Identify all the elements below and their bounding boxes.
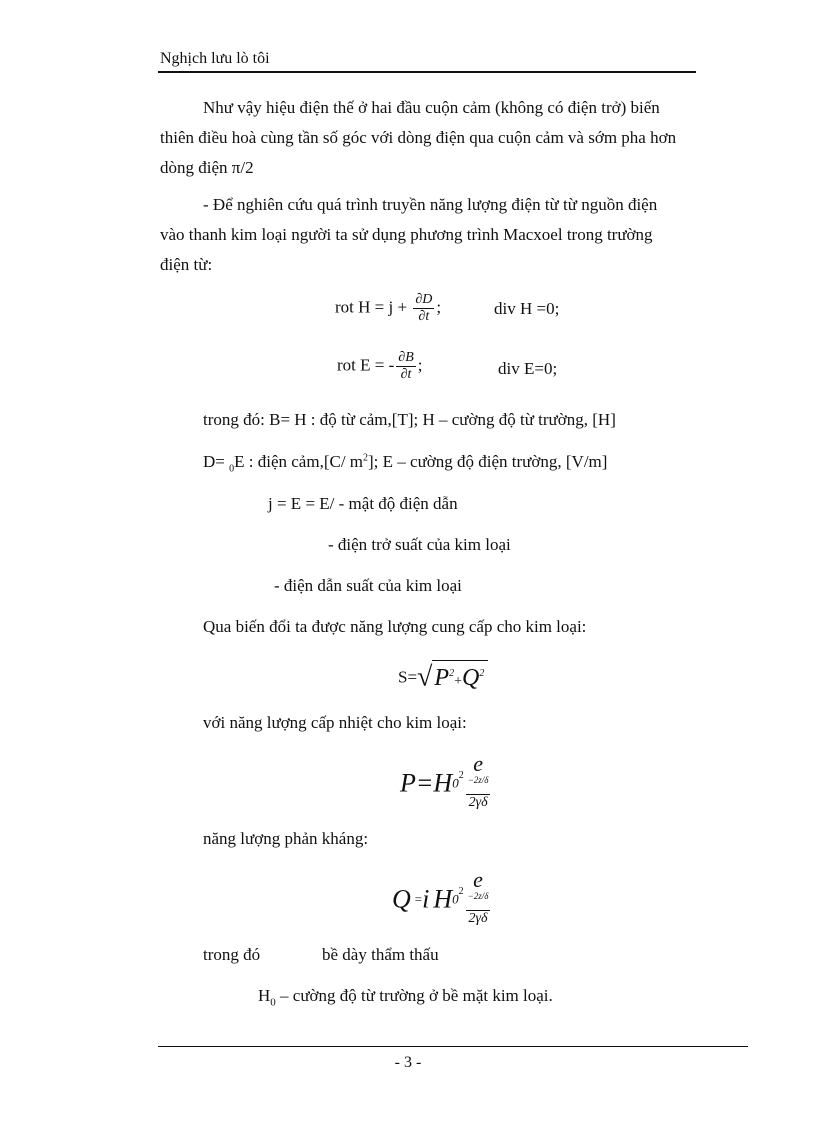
eq1-fraction (413, 292, 434, 325)
q-left: Q (392, 884, 411, 914)
def-d-c: ]; E – cường độ điện trường, [V/m] (368, 452, 608, 471)
definition-d (203, 452, 607, 474)
definition-j: j = E = E/ - mật độ điện dẫn (268, 494, 458, 513)
maxwell-eq-rot-h (335, 292, 441, 325)
reactive-text: năng lượng phản kháng: (203, 829, 369, 848)
p-formula (400, 751, 492, 811)
footer-rule (158, 1046, 748, 1047)
q-fraction (466, 867, 491, 927)
eq1-left: rot H = j + (335, 297, 408, 317)
page-number: - 3 - (394, 1054, 422, 1071)
def-d-sup: 2 (363, 452, 369, 464)
p-fraction (466, 751, 491, 811)
paragraph2-line1: - Để nghiên cứu quá trình truyền năng lượng điện từ từ nguồn điện (203, 195, 658, 214)
sqrt-content: $P^2+Q^2$ (432, 660, 488, 695)
p-sub0: 0 (452, 775, 459, 791)
transform-text: Qua biến đổi ta được năng lượng cung cấp cho kim loại: (203, 617, 587, 636)
q-numerator: e $^{-2z/\delta}$ (466, 872, 491, 911)
definition-b: trong đó: B= H : độ từ cảm,[T]; H – cường độ từ trường, [H] (203, 410, 616, 429)
q-formula (392, 867, 492, 927)
paragraph2-line3: điện từ: (160, 255, 213, 274)
eq2-denominator: ∂t (400, 367, 412, 382)
def-d-a: D= (203, 452, 230, 471)
def-d-b: E : điện cảm,[C/ m (234, 452, 364, 471)
maxwell-eq-div-h: div H =0; (494, 299, 560, 318)
q-i: i (422, 884, 430, 914)
p-numerator: e $^{-2z/\delta}$ (466, 756, 491, 795)
p-denominator: 2γδ (468, 794, 488, 810)
h0-definition: $H_0$ – cường độ từ trường ở bề mặt kim loại. (258, 986, 553, 1009)
eq2-numerator: ∂B (398, 350, 414, 365)
eq1-end: ; (436, 297, 442, 317)
eq1-denominator: ∂t (418, 309, 430, 324)
p-left: P=H (400, 768, 453, 798)
paragraph2-line2: vào thanh kim loại người ta sử dụng phương trình Macxoel trong trường (160, 225, 653, 244)
definition-resistivity: - điện trở suất của kim loại (328, 535, 511, 554)
eq2-end: ; (417, 355, 423, 375)
def-d-sub: 0 (229, 463, 235, 475)
definition-conductivity: - điện dẫn suất của kim loại (274, 576, 462, 595)
s-formula (398, 660, 488, 695)
q-sq: 2 (458, 885, 464, 897)
q-h: H (433, 884, 453, 914)
eq2-fraction (396, 350, 415, 383)
running-header: Nghịch lưu lò tôi (160, 50, 270, 67)
q-eq: = (414, 891, 423, 907)
maxwell-eq-rot-e (337, 350, 423, 383)
q-denominator: 2γδ (468, 910, 488, 926)
p-sq: 2 (458, 769, 464, 781)
eq1-numerator: ∂D (415, 292, 433, 307)
maxwell-eq-div-e: div E=0; (498, 359, 558, 378)
heat-text: với năng lượng cấp nhiệt cho kim loại: (203, 713, 467, 732)
where-label: trong đó (203, 945, 261, 964)
paragraph1-line3: dòng điện π/2 (160, 158, 254, 177)
q-sub0: 0 (452, 891, 459, 907)
s-left: S= (398, 667, 418, 687)
skin-depth-text: bề dày thẩm thấu (322, 945, 439, 964)
paragraph1-line1: Như vậy hiệu điện thế ở hai đầu cuộn cảm (không có điện trở) biến (203, 98, 660, 117)
paragraph1-line2: thiên điều hoà cùng tần số góc với dòng điện qua cuộn cảm và sớm pha hơn (160, 128, 677, 147)
eq2-left: rot E = - (337, 355, 395, 375)
header-rule (158, 71, 696, 73)
sqrt-icon: √ (417, 661, 433, 693)
